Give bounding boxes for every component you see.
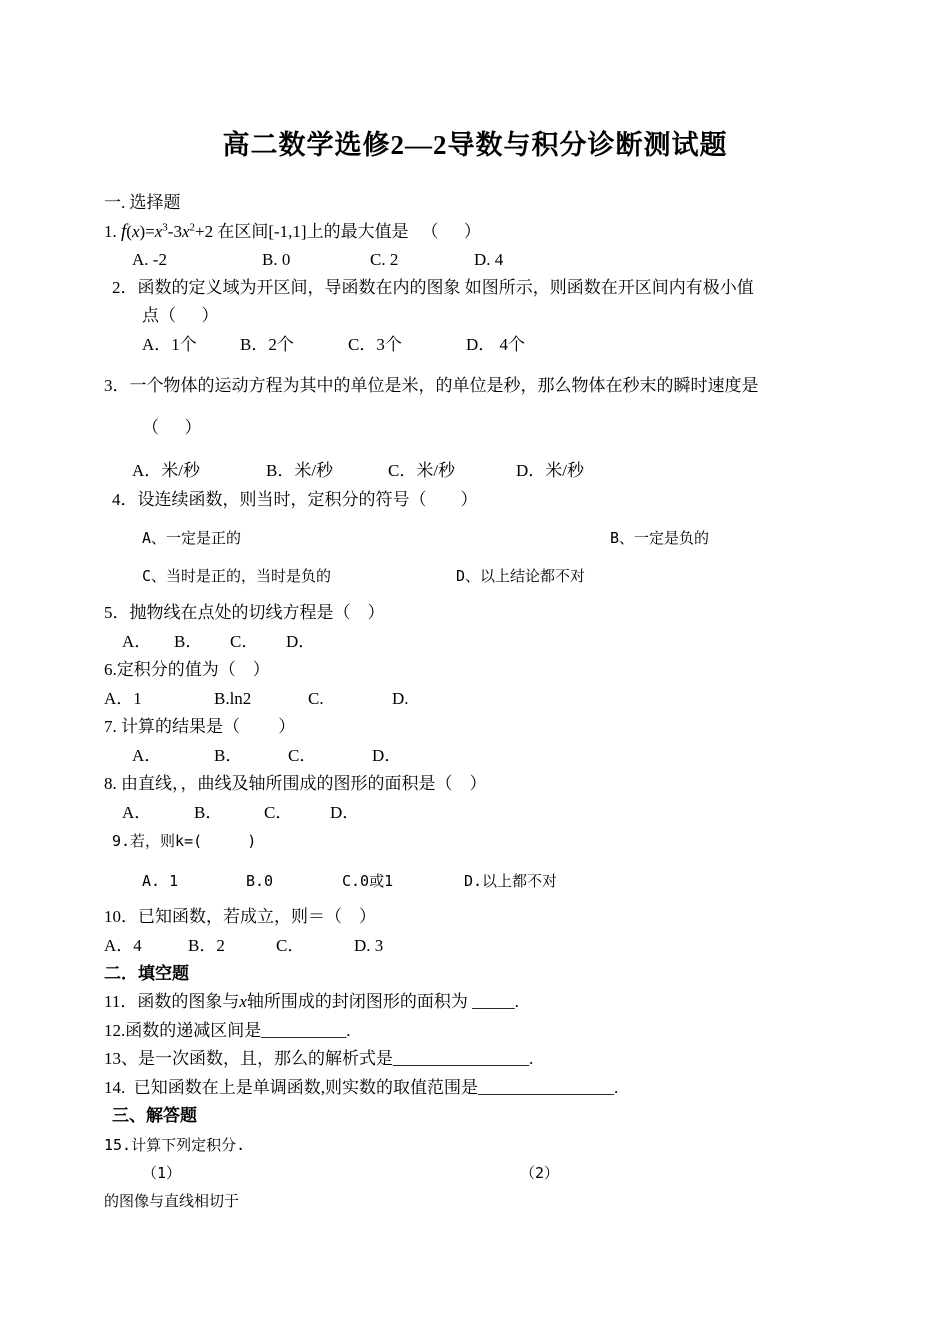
option-c: C．3个 [348, 335, 402, 354]
option-a: A．米/秒 [132, 461, 200, 480]
option-d: D． [286, 632, 316, 651]
option-a: A. 1 [142, 872, 179, 890]
question-10: 10．已知函数，若成立，则＝（ ） [104, 907, 376, 926]
equals: )= [139, 222, 155, 241]
var-x: x [181, 222, 190, 241]
option-c: C． [276, 936, 305, 955]
option-b: B．2 [188, 936, 225, 955]
option-a: A． [122, 632, 152, 651]
option-d: D.以上都不对 [464, 872, 558, 890]
option-c: C． [230, 632, 259, 651]
option-b: B、一定是负的 [610, 529, 710, 547]
option-b: B.0 [246, 872, 274, 890]
option-d: D． 4个 [466, 335, 526, 354]
question-5: 5．抛物线在点处的切线方程是（ ） [104, 603, 385, 622]
option-d: D、以上结论都不对 [456, 567, 586, 585]
option-c: C、当时是正的，当时是负的 [142, 567, 332, 585]
question-2-cont: 点（ ） [142, 306, 219, 325]
option-c: C． [264, 803, 293, 822]
option-b: B．2个 [240, 335, 294, 354]
question-number: 1. [104, 222, 121, 241]
question-6: 6.定积分的值为（ ） [104, 660, 270, 679]
option-d: D. [392, 689, 409, 708]
option-c: C． [288, 746, 317, 765]
part-1: （1） [142, 1164, 182, 1182]
option-c: C. 2 [370, 250, 399, 269]
option-a: A． [122, 803, 152, 822]
option-a: A． [132, 746, 162, 765]
exponent: 3 [162, 221, 168, 234]
option-b: B.ln2 [214, 689, 252, 708]
question-2: 2．函数的定义域为开区间，导函数在内的图象 如图所示，则函数在开区间内有极小值 [112, 278, 754, 297]
page-title: 高二数学选修2—2导数与积分诊断测试题 [222, 130, 728, 160]
option-d: D．米/秒 [516, 461, 584, 480]
option-a: A．1个 [142, 335, 197, 354]
part-2: （2） [520, 1164, 560, 1182]
term: -3 [167, 222, 182, 241]
var-x: x [154, 222, 163, 241]
question-12: 12.函数的递减区间是__________. [104, 1021, 351, 1040]
option-d: D． [330, 803, 360, 822]
question-text: 11．函数的图象与 [104, 992, 240, 1011]
question-8: 8. 由直线，，曲线及轴所围成的图形的面积是（ ） [104, 774, 487, 793]
option-a: A．1 [104, 689, 142, 708]
question-13: 13、是一次函数，且，那么的解析式是________________. [104, 1049, 534, 1068]
question-11 [104, 992, 519, 1012]
question-14: 14. 已知函数在上是单调函数,则实数的取值范围是________________. [104, 1078, 619, 1097]
option-a: A. -2 [132, 250, 167, 269]
option-d: D． [372, 746, 402, 765]
paren: ( [126, 222, 132, 241]
question-7: 7. 计算的结果是（ ） [104, 717, 296, 736]
option-c: C．米/秒 [388, 461, 456, 480]
var-x: x [239, 992, 247, 1011]
question-3-cont: （ ） [142, 418, 202, 437]
question-9: 9.若，则k=( ) [112, 832, 257, 850]
option-c: C.0或1 [342, 872, 394, 890]
section-heading-choice: 一. 选择题 [104, 193, 181, 212]
option-b: B．米/秒 [266, 461, 334, 480]
exponent: 2 [189, 221, 196, 234]
option-d: D. 4 [474, 250, 504, 269]
option-b: B． [214, 746, 243, 765]
question-3: 3．一个物体的运动方程为其中的单位是米，的单位是秒，那么物体在秒末的瞬时速度是 [104, 376, 759, 395]
var-x: x [131, 222, 140, 241]
option-d: D. 3 [354, 936, 384, 955]
question-1 [104, 222, 481, 242]
option-b: B． [174, 632, 203, 651]
option-b: B． [194, 803, 223, 822]
question-text: 轴所围成的封闭图形的面积为 _____. [246, 992, 519, 1011]
option-a: A．4 [104, 936, 142, 955]
option-b: B. 0 [262, 250, 291, 269]
question-4: 4．设连续函数，则当时，定积分的符号（ ） [112, 490, 478, 509]
section-heading-fill: 二．填空题 [104, 964, 189, 983]
option-c: C. [308, 689, 324, 708]
option-a: A、一定是正的 [142, 529, 242, 547]
function-f: f [121, 221, 127, 242]
question-16: 的图像与直线相切于 [104, 1192, 240, 1210]
question-15: 15.计算下列定积分. [104, 1136, 246, 1154]
question-text: +2 在区间[-1,1]上的最大值是 （ ） [195, 222, 481, 241]
section-heading-solve: 三、解答题 [112, 1106, 197, 1125]
